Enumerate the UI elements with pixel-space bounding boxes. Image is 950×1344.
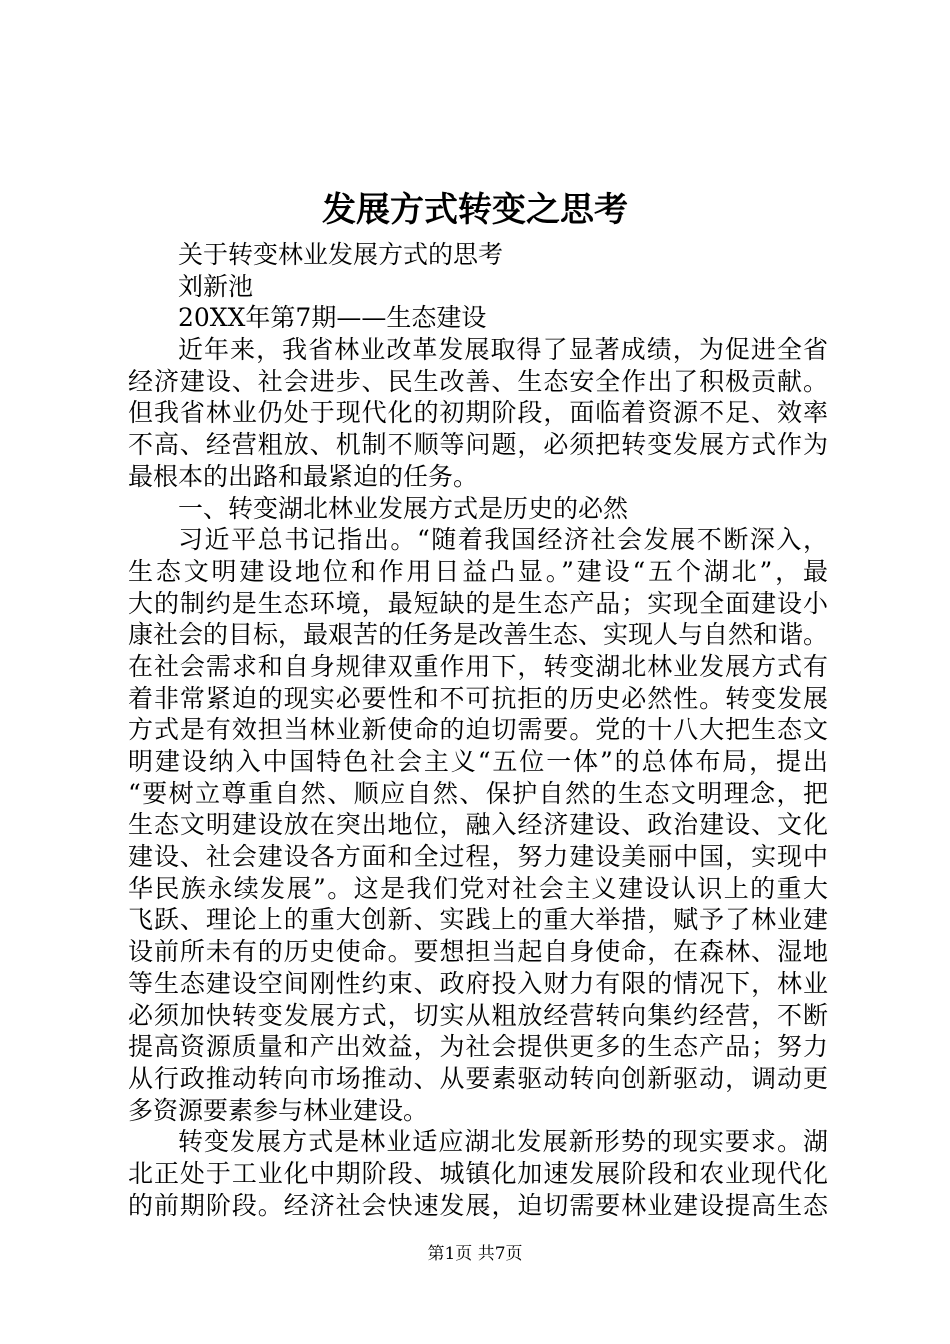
text-line: 从行政推动转向市场推动、从要素驱动转向创新驱动，调动更 xyxy=(128,1063,828,1093)
text-line: 华民族永续发展”。这是我们党对社会主义建设认识上的重大 xyxy=(128,873,828,903)
text-line: 近年来，我省林业改革发展取得了显著成绩，为促进全省 xyxy=(178,335,828,365)
text-line: 不高、经营粗放、机制不顺等问题，必须把转变发展方式作为 xyxy=(128,430,828,460)
text-line: 关于转变林业发展方式的思考 xyxy=(178,240,504,269)
text-line: 建设、社会建设各方面和全过程，努力建设美丽中国，实现中 xyxy=(128,842,828,872)
text-line: 习近平总书记指出。“随着我国经济社会发展不断深入， xyxy=(178,525,828,555)
document-body xyxy=(128,239,828,1221)
text-line: 必须加快转变发展方式，切实从粗放经营转向集约经营，不断 xyxy=(128,1000,828,1030)
text-line: 康社会的目标，最艰苦的任务是改善生态、实现人与自然和谐。 xyxy=(128,620,829,650)
text-line: 一、转变湖北林业发展方式是历史的必然 xyxy=(178,493,629,523)
text-line: 等生态建设空间刚性约束、政府投入财力有限的情况下，林业 xyxy=(128,968,828,998)
text-line: 大的制约是生态环境，最短缺的是生态产品；实现全面建设小 xyxy=(128,588,828,618)
text-line: 多资源要素参与林业建设。 xyxy=(128,1095,429,1125)
text-line: 20XX年第7期——生态建设 xyxy=(178,303,487,333)
text-line: 方式是有效担当林业新使命的迫切需要。党的十八大把生态文 xyxy=(128,715,828,745)
text-line: 设前所未有的历史使命。要想担当起自身使命，在森林、湿地 xyxy=(128,937,828,967)
text-line: 转变发展方式是林业适应湖北发展新形势的现实要求。湖 xyxy=(178,1127,828,1157)
text-line: 生态文明建设放在突出地位，融入经济建设、政治建设、文化 xyxy=(128,810,828,840)
text-line: 着非常紧迫的现实必要性和不可抗拒的历史必然性。转变发展 xyxy=(128,683,828,713)
text-line: 的前期阶段。经济社会快速发展，迫切需要林业建设提高生态 xyxy=(128,1190,828,1220)
text-line: 但我省林业仍处于现代化的初期阶段，面临着资源不足、效率 xyxy=(128,398,828,428)
text-line: 北正处于工业化中期阶段、城镇化加速发展阶段和农业现代化 xyxy=(128,1158,828,1188)
document-title: 发展方式转变之思考 xyxy=(322,190,628,230)
text-line: 提高资源质量和产出效益，为社会提供更多的生态产品；努力 xyxy=(128,1032,828,1062)
text-line: 刘新池 xyxy=(178,271,254,301)
text-line: “要树立尊重自然、顺应自然、保护自然的生态文明理念，把 xyxy=(128,778,828,808)
text-line: 生态文明建设地位和作用日益凸显。”建设“五个湖北”，最 xyxy=(128,556,828,586)
page-footer: 第1页 共7页 xyxy=(427,1244,523,1264)
text-line: 在社会需求和自身规律双重作用下，转变湖北林业发展方式有 xyxy=(128,651,828,681)
text-line: 经济建设、社会进步、民生改善、生态安全作出了积极贡献。 xyxy=(128,366,828,396)
text-line: 明建设纳入中国特色社会主义“五位一体”的总体布局，提出 xyxy=(128,747,828,776)
text-line: 飞跃、理论上的重大创新、实践上的重大举措，赋予了林业建 xyxy=(128,905,828,935)
text-line: 最根本的出路和最紧迫的任务。 xyxy=(128,461,479,491)
